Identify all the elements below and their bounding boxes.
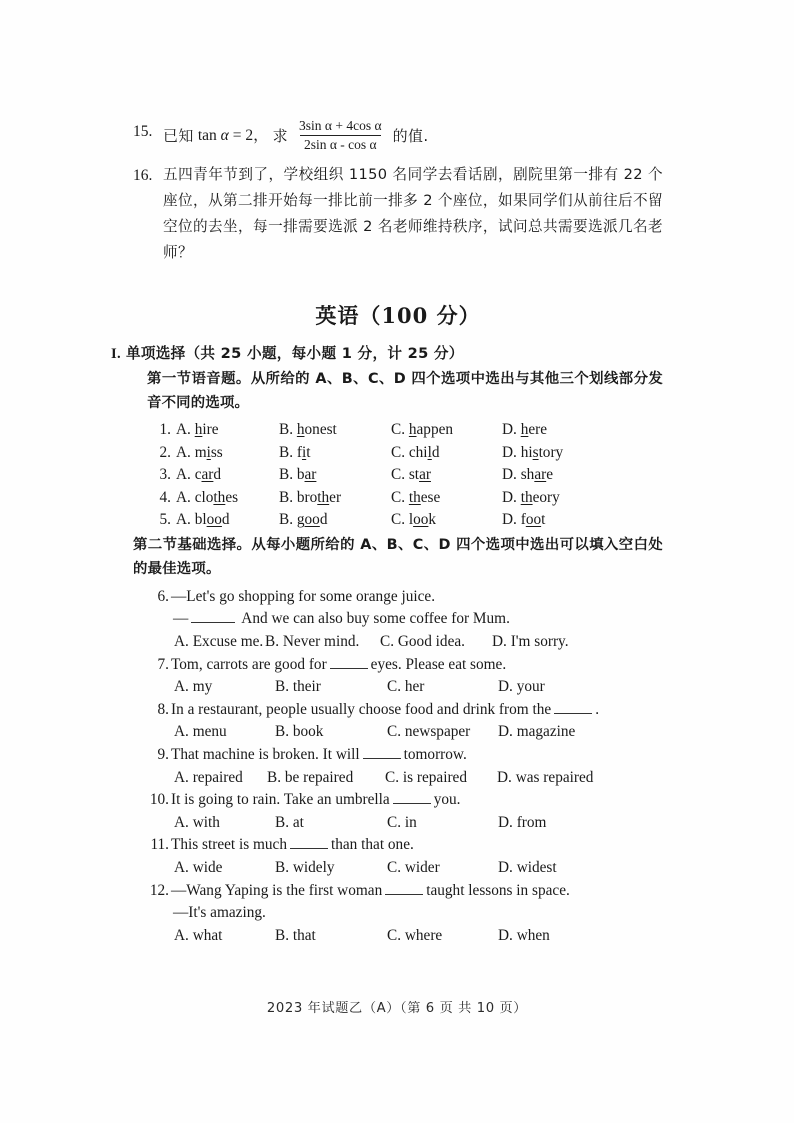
question-number: 12. bbox=[149, 881, 169, 899]
question-number: 6. bbox=[157, 587, 169, 605]
option-d[interactable]: D. from bbox=[498, 813, 547, 831]
question-9-stem-post: tomorrow. bbox=[403, 745, 467, 763]
phonetics-option-c[interactable]: C. look bbox=[391, 510, 437, 528]
option-c[interactable]: C. newspaper bbox=[387, 723, 471, 741]
phonetics-number: 1. bbox=[159, 421, 171, 439]
phonetics-number: 2. bbox=[159, 443, 171, 461]
q15-qiu-text: 求 bbox=[272, 126, 289, 145]
phonetics-number: 4. bbox=[159, 488, 171, 506]
q15-tail-text: 的值. bbox=[392, 126, 429, 145]
question-11-stem-post: than that one. bbox=[330, 836, 414, 854]
phonetics-option-d[interactable]: D. here bbox=[502, 421, 548, 439]
answer-blank bbox=[191, 609, 235, 623]
section-heading bbox=[111, 342, 663, 363]
option-a[interactable]: A. wide bbox=[174, 858, 223, 876]
phonetics-row bbox=[151, 442, 663, 464]
option-a[interactable]: A. repaired bbox=[174, 768, 243, 786]
question-12-options bbox=[147, 925, 663, 948]
question-10-options bbox=[147, 812, 663, 835]
question-12-stem bbox=[147, 880, 663, 903]
question-6-options bbox=[147, 631, 663, 654]
phonetics-row bbox=[151, 464, 663, 486]
phonetics-option-a[interactable]: A. miss bbox=[176, 443, 223, 461]
question-12-stem2 bbox=[147, 902, 663, 925]
option-c[interactable]: C. where bbox=[387, 926, 443, 944]
question-number: 9. bbox=[157, 745, 169, 763]
phonetics-option-c[interactable]: C. happen bbox=[391, 421, 454, 439]
multiple-choice-list bbox=[147, 586, 663, 948]
phonetics-option-b[interactable]: B. fit bbox=[279, 443, 311, 461]
question-number: 10. bbox=[149, 791, 169, 809]
phonetics-option-a[interactable]: A. hire bbox=[176, 421, 219, 439]
question-6-stem2 bbox=[147, 608, 663, 631]
question-9-stem bbox=[147, 744, 663, 767]
option-d[interactable]: D. when bbox=[498, 926, 550, 944]
phonetics-option-b[interactable]: B. bar bbox=[279, 466, 317, 484]
phonetics-option-c[interactable]: C. child bbox=[391, 443, 440, 461]
dialogue-dash: — bbox=[173, 904, 189, 922]
phonetics-option-a[interactable]: A. clothes bbox=[176, 488, 239, 506]
question-8-options bbox=[147, 721, 663, 744]
question-11-stem bbox=[147, 834, 663, 857]
option-a[interactable]: A. menu bbox=[174, 723, 227, 741]
question-11 bbox=[147, 834, 663, 879]
option-a[interactable]: A. my bbox=[174, 678, 213, 696]
option-a[interactable]: A. with bbox=[174, 813, 220, 831]
question-6-stem2-text: And we can also buy some coffee for Mum. bbox=[241, 610, 510, 628]
question-10-stem bbox=[147, 789, 663, 812]
q15-fraction bbox=[295, 118, 386, 154]
question-9 bbox=[147, 744, 663, 789]
phonetics-option-b[interactable]: B. brother bbox=[279, 488, 342, 506]
subject-title: 英语（100 分） bbox=[315, 302, 481, 328]
phonetics-option-b[interactable]: B. honest bbox=[279, 421, 337, 439]
question-8-stem-pre: In a restaurant, people usually choose food and drink from the bbox=[171, 700, 552, 718]
dialogue-dash: — bbox=[173, 610, 189, 628]
question-8-stem-post: . bbox=[595, 700, 600, 718]
phonetics-number: 3. bbox=[159, 466, 171, 484]
question-number-16: 16. bbox=[133, 166, 153, 184]
option-d[interactable]: D. widest bbox=[498, 858, 557, 876]
part2-instruction: 第二节基础选择。从每小题所给的 A、B、C、D 四个选项中选出可以填入空白处的最佳选项。 bbox=[133, 537, 663, 578]
question-15-line bbox=[163, 118, 663, 154]
phonetics-option-d[interactable]: D. history bbox=[502, 443, 564, 461]
question-12-stem-post: taught lessons in space. bbox=[426, 881, 570, 899]
question-7 bbox=[147, 654, 663, 699]
math-question-16 bbox=[133, 162, 663, 266]
dialogue-dash: — bbox=[171, 881, 187, 899]
option-b[interactable]: B. be repaired bbox=[267, 768, 354, 786]
q15-tan-symbol: tan α bbox=[197, 127, 229, 145]
phonetics-list bbox=[151, 419, 663, 531]
option-c[interactable]: C. is repaired bbox=[385, 768, 467, 786]
option-a[interactable]: A. what bbox=[174, 926, 223, 944]
part1-instruction: 第一节语音题。从所给的 A、B、C、D 四个选项中选出与其他三个划线部分发音不同的选项。 bbox=[147, 370, 663, 411]
phonetics-option-d[interactable]: D. share bbox=[502, 466, 553, 484]
option-b[interactable]: B. widely bbox=[275, 858, 335, 876]
answer-blank bbox=[363, 745, 401, 759]
option-d[interactable]: D. was repaired bbox=[497, 768, 594, 786]
phonetics-row bbox=[151, 487, 663, 509]
option-b[interactable]: B. that bbox=[275, 926, 316, 944]
fraction-denominator: 2sin α - cos α bbox=[300, 135, 381, 153]
answer-blank bbox=[393, 790, 431, 804]
question-8-stem bbox=[147, 699, 663, 722]
page-content bbox=[111, 118, 663, 947]
phonetics-option-d[interactable]: D. theory bbox=[502, 488, 560, 506]
option-c[interactable]: C. in bbox=[387, 813, 417, 831]
question-number: 8. bbox=[157, 700, 169, 718]
question-6 bbox=[147, 586, 663, 654]
question-12 bbox=[147, 880, 663, 948]
question-7-stem bbox=[147, 654, 663, 677]
question-7-stem-pre: Tom, carrots are good for bbox=[171, 655, 327, 673]
section-heading-label: 单项选择（共 25 小题，每小题 1 分，计 25 分） bbox=[125, 344, 464, 362]
fraction-numerator: 3sin α + 4cos α bbox=[299, 118, 382, 133]
phonetics-option-c[interactable]: C. these bbox=[391, 488, 441, 506]
phonetics-number: 5. bbox=[159, 510, 171, 528]
question-12-stem-pre: Wang Yaping is the first woman bbox=[186, 881, 383, 899]
option-c[interactable]: C. wider bbox=[387, 858, 440, 876]
question-8 bbox=[147, 699, 663, 744]
phonetics-option-d[interactable]: D. foot bbox=[502, 510, 546, 528]
question-7-stem-post: eyes. Please eat some. bbox=[370, 655, 507, 673]
question-10 bbox=[147, 789, 663, 834]
question-10-stem-post: you. bbox=[433, 791, 461, 809]
option-b[interactable]: B. book bbox=[275, 723, 324, 741]
option-a[interactable]: A. Excuse me. bbox=[174, 633, 264, 651]
question-12-stem2-text: It's amazing. bbox=[188, 904, 266, 922]
section-roman-numeral: I. bbox=[111, 345, 121, 362]
question-10-stem-pre: It is going to rain. Take an umbrella bbox=[171, 791, 390, 809]
answer-blank bbox=[290, 835, 328, 849]
option-b[interactable]: B. at bbox=[275, 813, 304, 831]
option-b[interactable]: B. Never mind. bbox=[265, 633, 360, 651]
question-number: 11. bbox=[150, 836, 169, 854]
question-number: 7. bbox=[157, 655, 169, 673]
answer-blank bbox=[554, 700, 592, 714]
phonetics-option-b[interactable]: B. good bbox=[279, 510, 328, 528]
page-footer: 2023 年试题乙（A）（第 6 页 共 10 页） bbox=[266, 1001, 528, 1016]
math-question-15 bbox=[133, 118, 663, 154]
q15-equation: = 2， bbox=[232, 127, 269, 145]
question-16-text: 五四青年节到了，学校组织 1150 名同学去看话剧，剧院里第一排有 22 个座位，从第二排开始每一排比前一排多 2 个座位，如果同学们从前往后不留空位的去坐，每一排需要选派 2 名老师维持秩序，试问总共需要选派几名老师？ bbox=[163, 165, 663, 261]
option-d[interactable]: D. your bbox=[498, 678, 545, 696]
phonetics-row bbox=[151, 509, 663, 531]
q15-lead-text: 已知 bbox=[163, 126, 194, 145]
question-6-stem-text: Let's go shopping for some orange juice. bbox=[186, 587, 436, 605]
option-d[interactable]: D. magazine bbox=[498, 723, 576, 741]
option-b[interactable]: B. their bbox=[275, 678, 321, 696]
option-c[interactable]: C. Good idea. bbox=[380, 633, 465, 651]
phonetics-option-a[interactable]: A. card bbox=[176, 466, 222, 484]
phonetics-option-c[interactable]: C. star bbox=[391, 466, 431, 484]
phonetics-option-a[interactable]: A. blood bbox=[176, 510, 230, 528]
option-c[interactable]: C. her bbox=[387, 678, 425, 696]
question-6-stem bbox=[147, 586, 663, 609]
phonetics-row bbox=[151, 419, 663, 441]
question-7-options bbox=[147, 676, 663, 699]
dialogue-dash: — bbox=[171, 587, 187, 605]
option-d[interactable]: D. I'm sorry. bbox=[492, 633, 569, 651]
question-11-options bbox=[147, 857, 663, 880]
question-number-15: 15. bbox=[133, 123, 153, 140]
answer-blank bbox=[330, 655, 368, 669]
question-9-options bbox=[147, 767, 663, 790]
question-11-stem-pre: This street is much bbox=[171, 836, 287, 854]
answer-blank bbox=[385, 881, 423, 895]
question-9-stem-pre: That machine is broken. It will bbox=[171, 745, 360, 763]
